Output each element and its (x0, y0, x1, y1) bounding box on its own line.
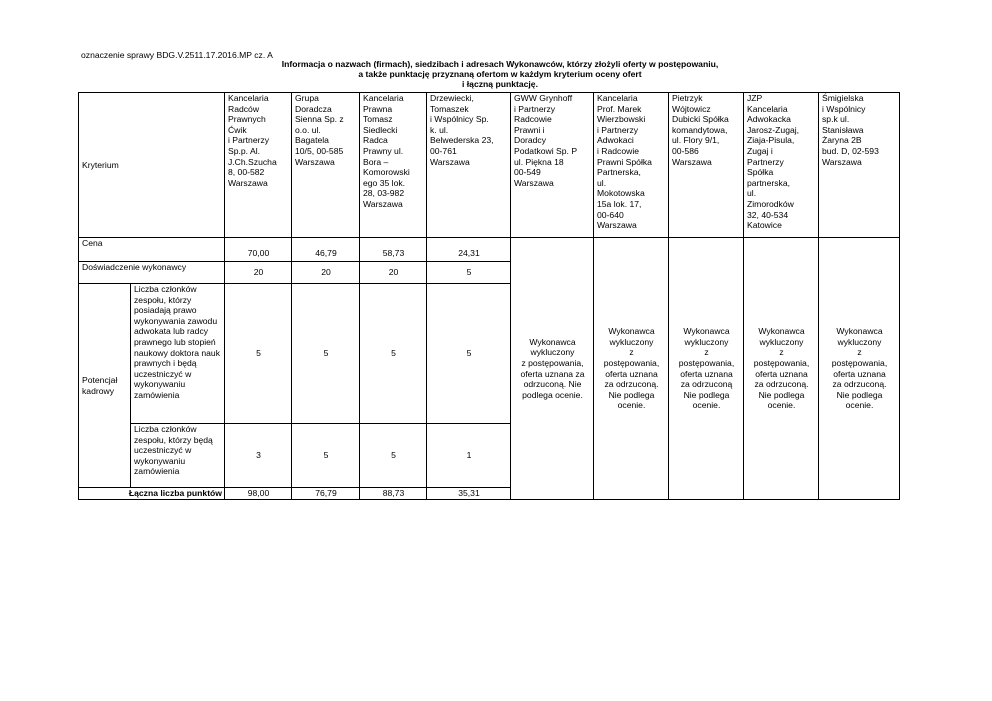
bidder-7-header: Pietrzyk Wójtowicz Dubicki Spółka komandytowa, ul. Flory 9/1, 00-586 Warszawa (669, 93, 744, 238)
experience-label: Doświadczenie wykonawcy (79, 262, 225, 284)
heading-line-3: i łączną punktację. (462, 79, 538, 89)
bidder-4-header: Drzewiecki, Tomaszek i Wspólnicy Sp. k. ul. Belwederska 23, 00-761 Warszawa (427, 93, 511, 238)
staff-potential-label: Potencjał kadrowy (79, 284, 131, 488)
excluded-note-8: Wykonawca wykluczony z postępowania, oferta uznana za odrzuconą. Nie podlega ocenie. (744, 238, 819, 500)
staff-total-value-1: 3 (225, 424, 292, 488)
staff-qualified-label: Liczba członków zespołu, którzy posiadają prawo wykonywania zawodu adwokata lub radcy prawnego lub stopień naukowy doktora nauk prawnych i będą uczestniczyć w wykonywaniu zamówienia (131, 284, 225, 424)
total-points-value-1: 98,00 (225, 488, 292, 500)
heading-line-2: a także punktację przyznaną ofertom w każdym kryterium oceny ofert (358, 69, 642, 79)
excluded-note-6: Wykonawca wykluczony z postępowania, oferta uznana za odrzuconą. Nie podlega ocenie. (594, 238, 669, 500)
total-points-label: Łączna liczba punktów (79, 488, 225, 500)
staff-qualified-value-2: 5 (292, 284, 360, 424)
staff-total-label: Liczba członków zespołu, którzy będą uczestniczyć w wykonywaniu zamówienia (131, 424, 225, 488)
header-row (79, 93, 900, 238)
excluded-note-5: Wykonawca wykluczony z postępowania, oferta uznana za odrzuconą. Nie podlega ocenie. (511, 238, 594, 500)
price-label: Cena (79, 238, 225, 262)
experience-value-1: 20 (225, 262, 292, 284)
price-row (79, 238, 900, 262)
bidder-8-header: JZP Kancelaria Adwokacka Jarosz-Zugaj, Ziaja-Pisula, Zugaj i Partnerzy Spółka partnerska, ul. Zimorodków 32, 40-534 Katowice (744, 93, 819, 238)
experience-value-4: 5 (427, 262, 511, 284)
bidder-3-header: Kancelaria Prawna Tomasz Siedlecki Radca Prawny ul. Bora – Komorowski ego 35 lok. 28, 03-982 Warszawa (360, 93, 427, 238)
case-reference: oznaczenie sprawy BDG.V.2511.17.2016.MP cz. A (81, 50, 273, 60)
excluded-note-7: Wykonawca wykluczony z postępowania, oferta uznana za odrzuconą Nie podlega ocenie. (669, 238, 744, 500)
staff-qualified-value-4: 5 (427, 284, 511, 424)
scores-table (78, 92, 900, 500)
heading-line-1: Informacja o nazwach (firmach), siedzibach i adresach Wykonawców, którzy złożyli oferty w postępowaniu, (281, 59, 719, 69)
price-value-2: 46,79 (292, 238, 360, 262)
staff-total-value-4: 1 (427, 424, 511, 488)
staff-qualified-value-1: 5 (225, 284, 292, 424)
staff-qualified-value-3: 5 (360, 284, 427, 424)
criterion-header: Kryterium (79, 93, 225, 238)
staff-total-value-2: 5 (292, 424, 360, 488)
bidder-2-header: Grupa Doradcza Sienna Sp. z o.o. ul. Bagatela 10/5, 00-585 Warszawa (292, 93, 360, 238)
bidder-5-header: GWW Grynhoff i Partnerzy Radcowie Prawni i Doradcy Podatkowi Sp. P ul. Piękna 18 00-549 Warszawa (511, 93, 594, 238)
total-points-value-2: 76,79 (292, 488, 360, 500)
excluded-note-9: Wykonawca wykluczony z postępowania, oferta uznana za odrzuconą. Nie podlega ocenie. (819, 238, 900, 500)
price-value-3: 58,73 (360, 238, 427, 262)
experience-value-2: 20 (292, 262, 360, 284)
bidder-9-header: Śmigielska i Wspólnicy sp.k ul. Stanisława Żaryna 2B bud. D, 02-593 Warszawa (819, 93, 900, 238)
document-heading (150, 59, 850, 89)
price-value-4: 24,31 (427, 238, 511, 262)
bidder-6-header: Kancelaria Prof. Marek Wierzbowski i Partnerzy Adwokaci i Radcowie Prawni Spółka Partnerska, ul. Mokotowska 15a lok. 17, 00-640 Warszawa (594, 93, 669, 238)
price-value-1: 70,00 (225, 238, 292, 262)
total-points-value-3: 88,73 (360, 488, 427, 500)
staff-total-value-3: 5 (360, 424, 427, 488)
total-points-value-4: 35,31 (427, 488, 511, 500)
bidder-1-header: Kancelaria Radców Prawnych Ćwik i Partnerzy Sp.p. Al. J.Ch.Szucha 8, 00-582 Warszawa (225, 93, 292, 238)
experience-value-3: 20 (360, 262, 427, 284)
